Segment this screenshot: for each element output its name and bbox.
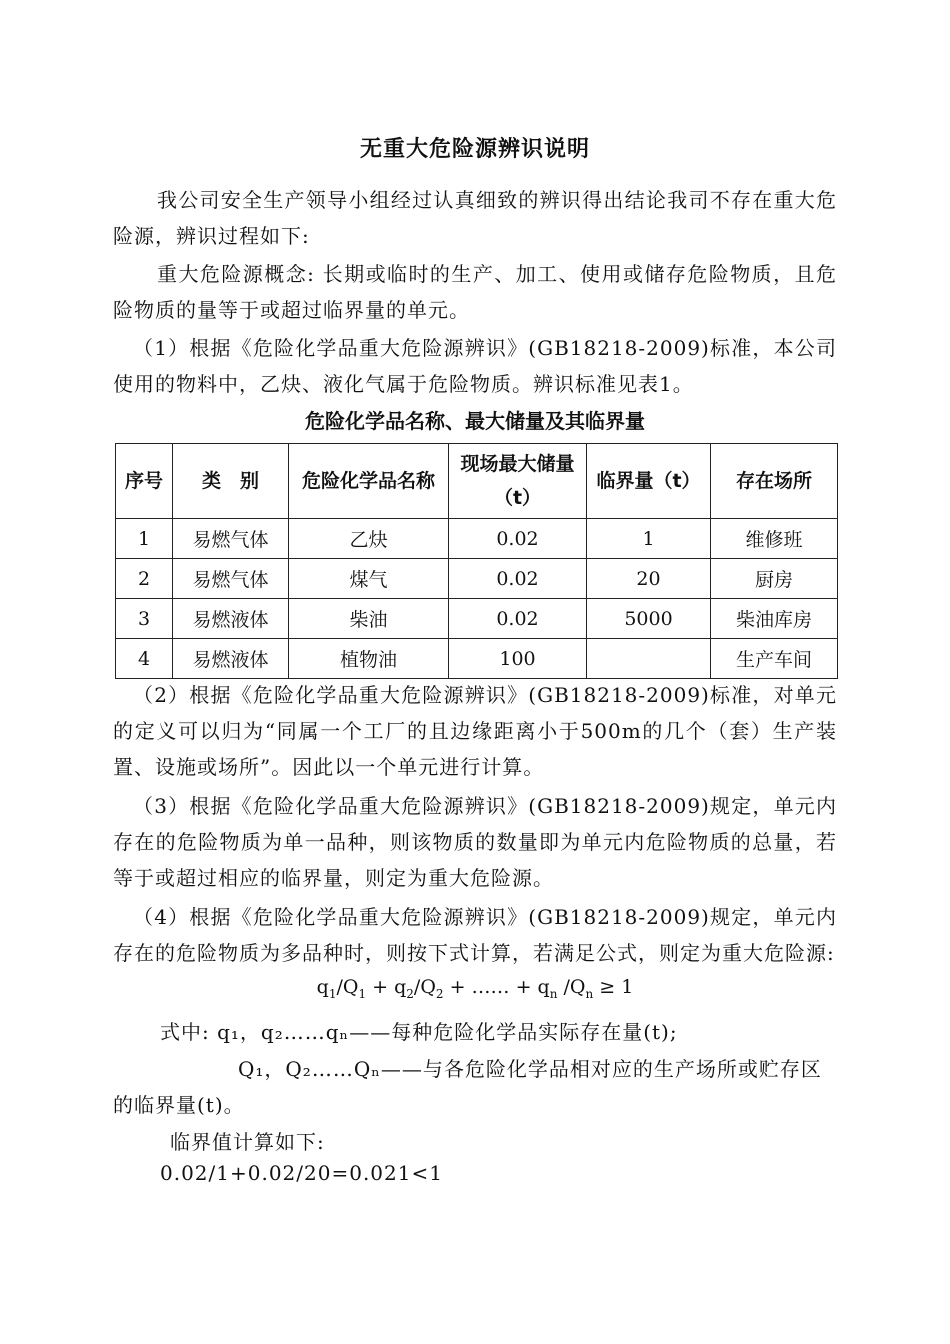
cell-threshold: 20	[587, 559, 711, 599]
intro-paragraph: 我公司安全生产领导小组经过认真细致的辨识得出结论我司不存在重大危险源，辨识过程如下:	[113, 188, 837, 248]
concept-paragraph: 重大危险源概念: 长期或临时的生产、加工、使用或储存危险物质，且危险物质的量等于或超过临界量的单元。	[113, 262, 837, 322]
cell-category: 易燃气体	[173, 559, 289, 599]
formula-note-Q-cont: 的临界量(t)。	[113, 1093, 245, 1117]
table-row	[116, 599, 838, 639]
cell-max-storage: 0.02	[449, 599, 587, 639]
cell-max-storage: 0.02	[449, 519, 587, 559]
point-1-paragraph: （1）根据《危险化学品重大危险源辨识》(GB18218-2009)标准，本公司使用的物料中，乙炔、液化气属于危险物质。辨识标准见表1。	[113, 336, 837, 396]
header-location: 存在场所	[711, 444, 838, 519]
cell-name: 乙炔	[289, 519, 449, 559]
cell-name: 植物油	[289, 639, 449, 679]
point-3-paragraph: （3）根据《危险化学品重大危险源辨识》(GB18218-2009)规定，单元内存在的危险物质为单一品种，则该物质的数量即为单元内危险物质的总量，若等于或超过相应的临界量，则定为重大危险源。	[113, 794, 837, 890]
cell-max-storage: 100	[449, 639, 587, 679]
table-caption: 危险化学品名称、最大储量及其临界量	[305, 409, 645, 433]
table-row	[116, 519, 838, 559]
table-row	[116, 639, 838, 679]
header-name: 危险化学品名称	[289, 444, 449, 519]
cell-threshold: 1	[587, 519, 711, 559]
header-threshold: 临界量（t）	[587, 444, 711, 519]
cell-location: 维修班	[711, 519, 838, 559]
header-no: 序号	[116, 444, 173, 519]
cell-location: 柴油库房	[711, 599, 838, 639]
cell-max-storage: 0.02	[449, 559, 587, 599]
cell-no: 2	[116, 559, 173, 599]
hazard-table	[115, 443, 838, 679]
cell-no: 4	[116, 639, 173, 679]
calc-result: 0.02/1+0.02/20=0.021<1	[160, 1161, 443, 1185]
cell-no: 1	[116, 519, 173, 559]
formula-note-q: 式中: q₁，q₂……qₙ——每种危险化学品实际存在量(t);	[160, 1020, 678, 1044]
cell-threshold	[587, 639, 711, 679]
threshold-formula: $q_1/Q_1 + q_2/Q_2$ + …… + $q_n$ $/Q_n \ge 1$	[316, 976, 634, 1001]
header-max-storage: 现场最大储量（t）	[449, 444, 587, 519]
cell-category: 易燃液体	[173, 639, 289, 679]
cell-name: 柴油	[289, 599, 449, 639]
cell-location: 厨房	[711, 559, 838, 599]
header-category: 类 别	[173, 444, 289, 519]
cell-category: 易燃气体	[173, 519, 289, 559]
table-header-row	[116, 444, 838, 519]
point-2-paragraph: （2）根据《危险化学品重大危险源辨识》(GB18218-2009)标准，对单元的定义可以归为“同属一个工厂的且边缘距离小于500m的几个（套）生产装置、设施或场所”。因此以一个单元进行计算。	[113, 683, 837, 779]
cell-location: 生产车间	[711, 639, 838, 679]
cell-no: 3	[116, 599, 173, 639]
cell-threshold: 5000	[587, 599, 711, 639]
table-row	[116, 559, 838, 599]
cell-category: 易燃液体	[173, 599, 289, 639]
calc-heading: 临界值计算如下:	[170, 1130, 325, 1154]
cell-name: 煤气	[289, 559, 449, 599]
page-title: 无重大危险源辨识说明	[359, 137, 590, 162]
point-4-paragraph: （4）根据《危险化学品重大危险源辨识》(GB18218-2009)规定，单元内存在的危险物质为多品种时，则按下式计算，若满足公式，则定为重大危险源:	[113, 905, 837, 965]
formula-note-Q: Q₁，Q₂……Qₙ——与各危险化学品相对应的生产场所或贮存区	[238, 1057, 822, 1081]
